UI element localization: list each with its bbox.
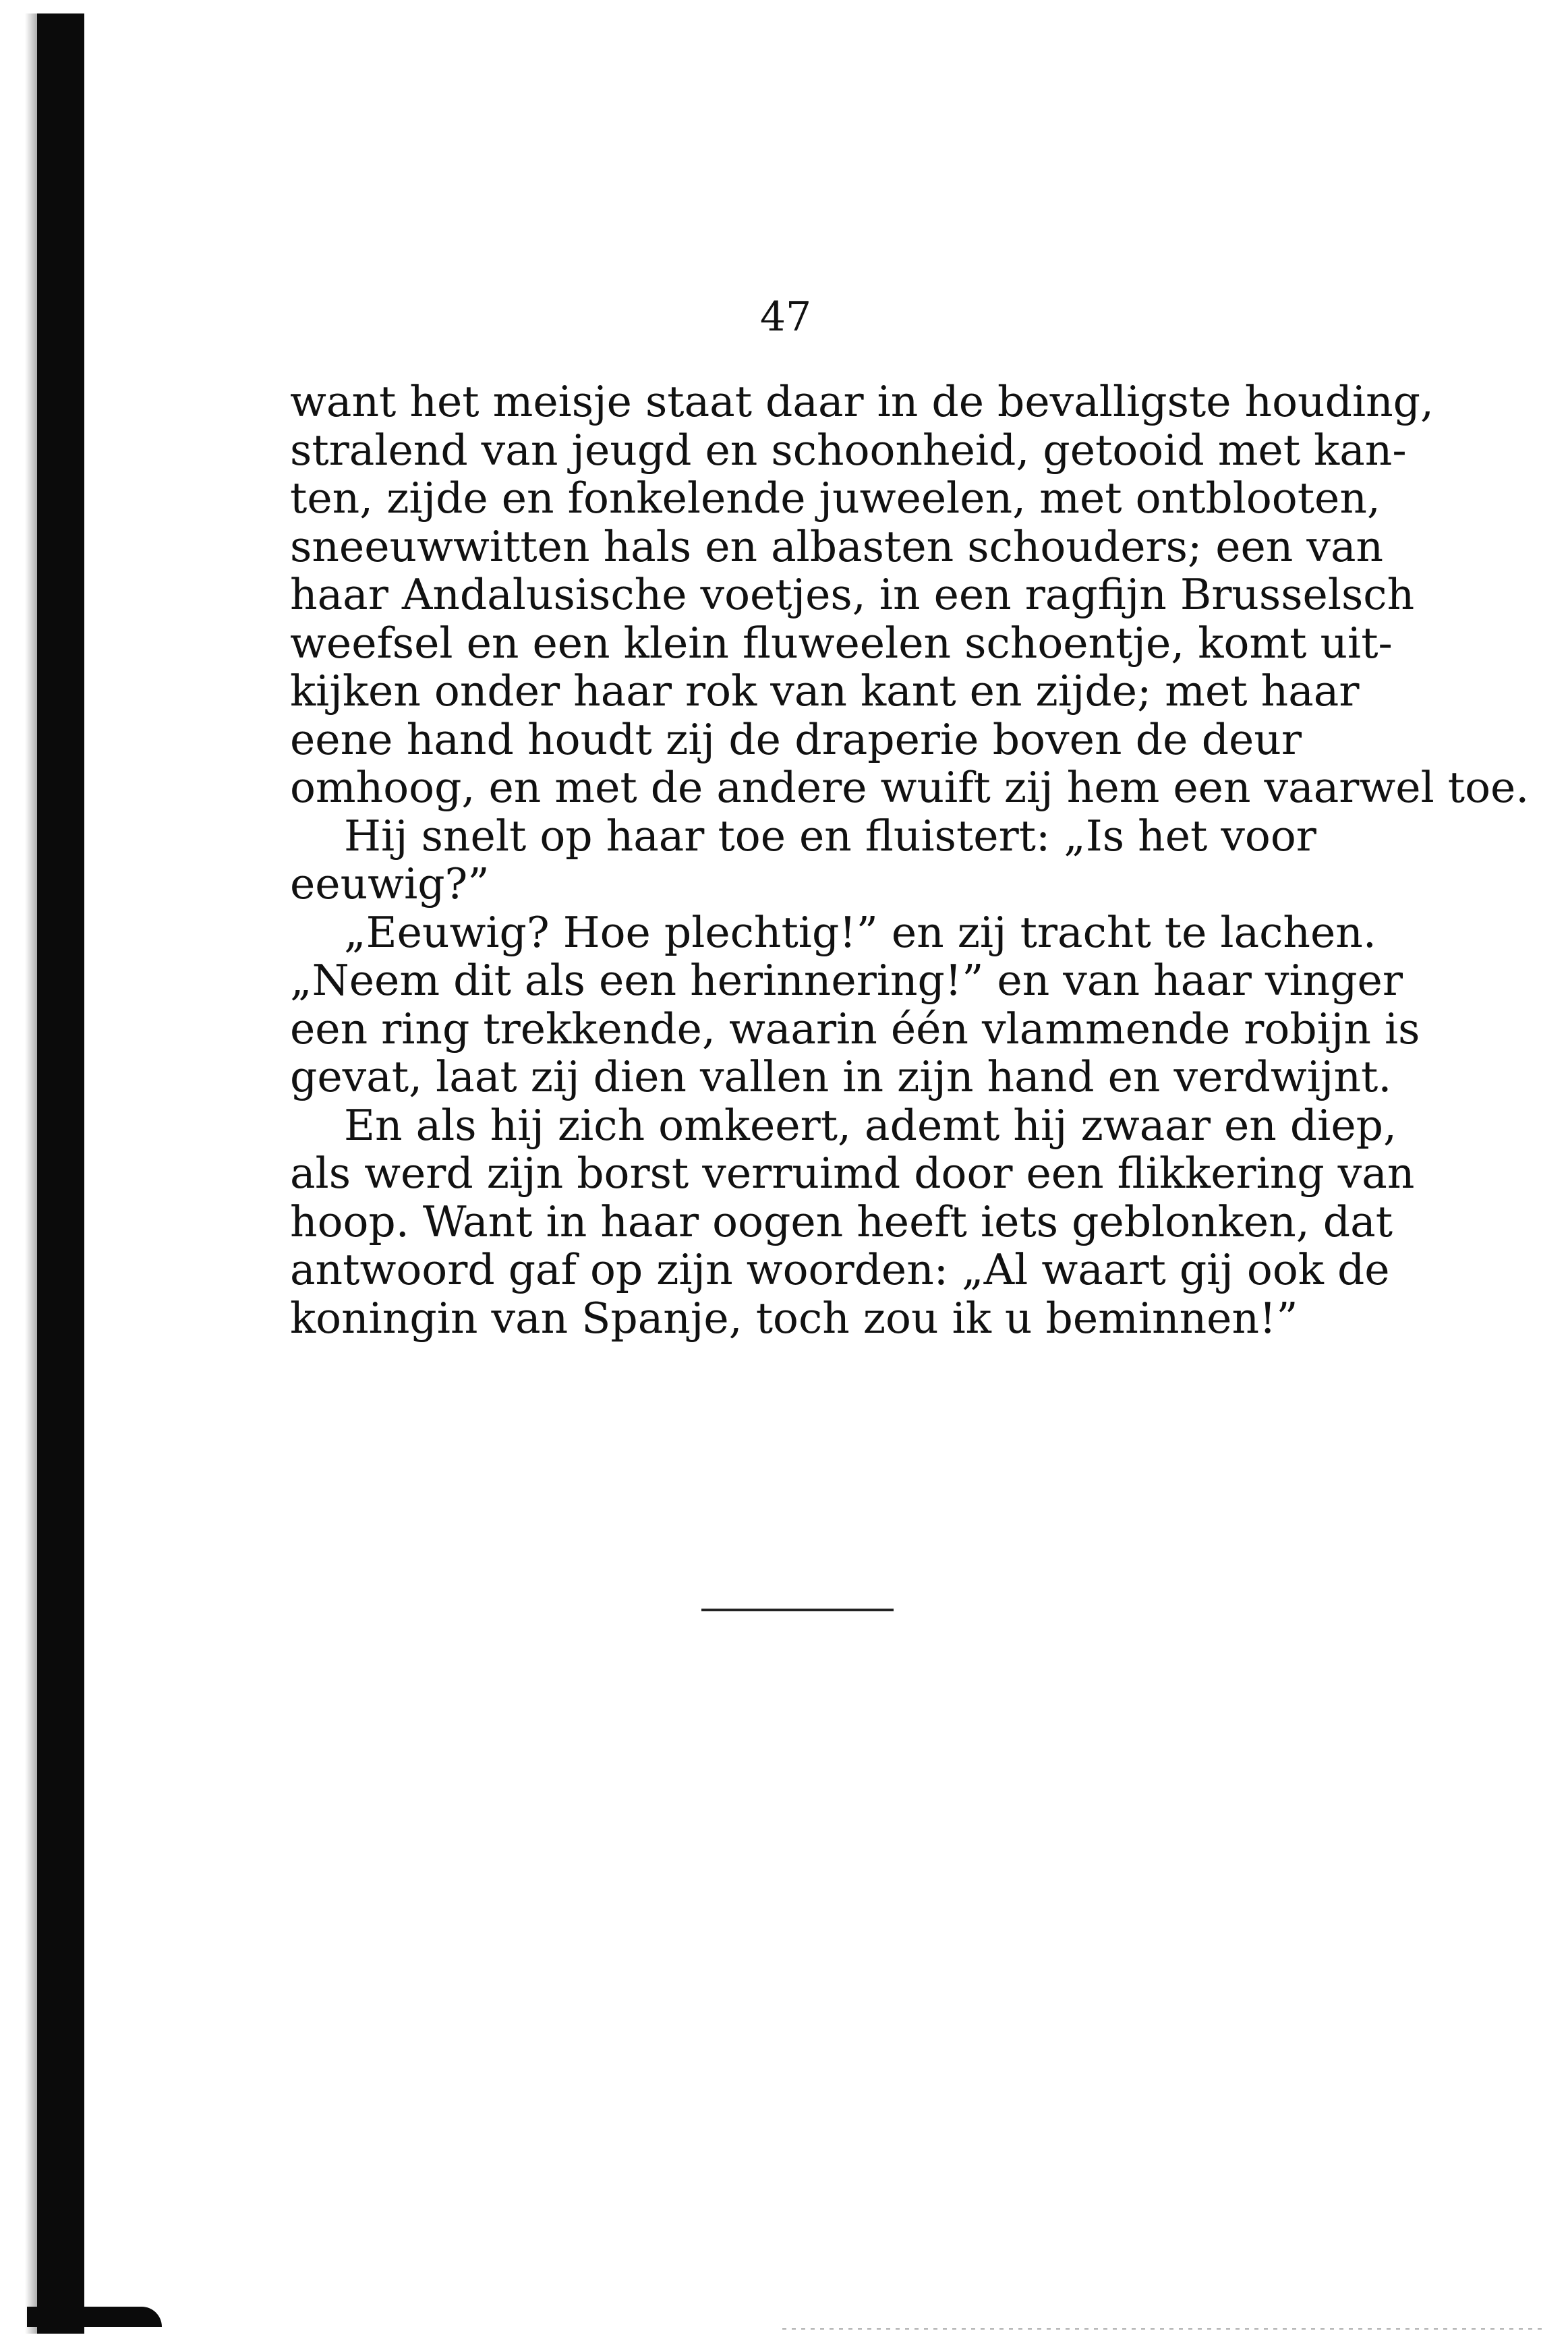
text-line-1: want het meisje staat daar in de bevalligste houding, bbox=[290, 377, 1434, 426]
text-line-15: gevat, laat zij dien vallen in zijn hand en verdwijnt. bbox=[290, 1052, 1392, 1101]
body-text bbox=[290, 377, 1530, 1343]
text-line-20: koningin van Spanje, toch zou ik u beminnen!” bbox=[290, 1293, 1298, 1343]
text-line-12: „Eeuwig? Hoe plechtig!” en zij tracht te lachen. bbox=[344, 907, 1376, 957]
scan-binding-edge bbox=[37, 13, 84, 2334]
text-line-16: En als hij zich omkeert, ademt hij zwaar en diep, bbox=[344, 1100, 1397, 1150]
text-line-4: sneeuwwitten hals en albasten schouders; een van bbox=[290, 521, 1384, 571]
text-line-14: een ring trekkende, waarin één vlammende robijn is bbox=[290, 1004, 1420, 1054]
text-line-18: hoop. Want in haar oogen heeft iets geblonken, dat bbox=[290, 1197, 1393, 1246]
section-divider bbox=[701, 1609, 894, 1611]
text-line-13: „Neem dit als een herinnering!” en van haar vinger bbox=[290, 956, 1403, 1005]
text-line-7: kijken onder haar rok van kant en zijde; met haar bbox=[290, 666, 1360, 716]
text-line-17: als werd zijn borst verruimd door een flikkering van bbox=[290, 1149, 1415, 1198]
text-line-5: haar Andalusische voetjes, in een ragfijn Brusselsch bbox=[290, 570, 1415, 619]
text-line-10: Hij snelt op haar toe en fluistert: „Is het voor bbox=[344, 811, 1316, 861]
text-line-19: antwoord gaf op zijn woorden: „Al waart gij ook de bbox=[290, 1245, 1390, 1294]
page-number: 47 bbox=[759, 293, 812, 341]
text-line-3: ten, zijde en fonkelende juweelen, met ontblooten, bbox=[290, 473, 1381, 523]
text-line-6: weefsel en een klein fluweelen schoentje, komt uit- bbox=[290, 618, 1393, 668]
text-line-2: stralend van jeugd en schoonheid, getooid met kan- bbox=[290, 425, 1407, 475]
text-line-8: eene hand houdt zij de draperie boven de deur bbox=[290, 714, 1302, 764]
scan-noise bbox=[782, 2328, 1544, 2330]
text-line-11: eeuwig?” bbox=[290, 859, 490, 909]
text-line-9: omhoog, en met de andere wuift zij hem een vaarwel toe. bbox=[290, 763, 1530, 812]
scan-binding-foot bbox=[27, 2307, 162, 2327]
